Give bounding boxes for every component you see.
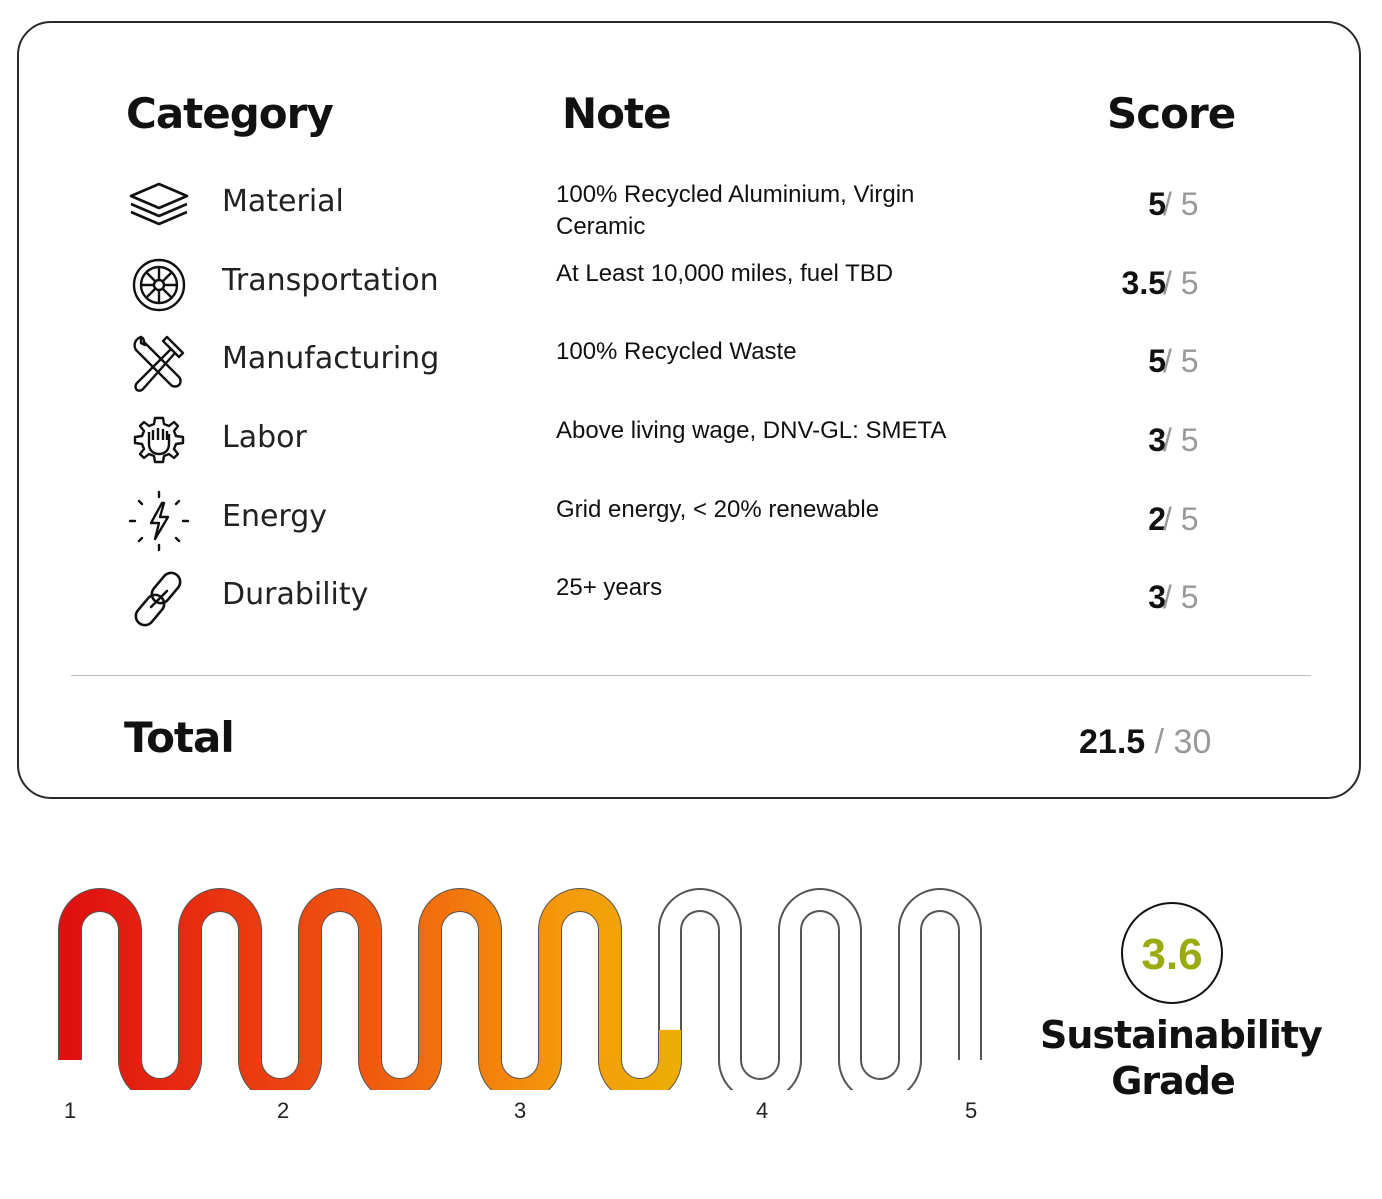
table-row xyxy=(19,569,1359,629)
gauge-track-outline xyxy=(70,900,970,1090)
grade-badge xyxy=(1121,902,1223,1004)
grade-value: 3.6 xyxy=(1141,930,1203,979)
gauge-tick: 1 xyxy=(64,1098,77,1123)
score-value: 2 xyxy=(1148,501,1166,537)
note-text: Above living wage, DNV-GL: SMETA xyxy=(556,417,947,444)
score-value: 5 xyxy=(1148,186,1166,222)
header-category: Category xyxy=(126,89,333,138)
tire-icon xyxy=(127,253,191,317)
note-text: At Least 10,000 miles, fuel TBD xyxy=(556,260,894,287)
gauge-tick: 2 xyxy=(277,1098,290,1123)
total-score: 21.5 xyxy=(1079,723,1146,761)
sustainability-gauge xyxy=(40,880,1000,1090)
category-label: Energy xyxy=(222,499,328,534)
score-max: / 5 xyxy=(1163,422,1199,458)
table-row xyxy=(19,491,1359,551)
score-max: / 5 xyxy=(1163,186,1199,222)
wrench-hammer-icon xyxy=(127,331,191,395)
note-text: 25+ years xyxy=(556,574,663,601)
total-value xyxy=(1079,723,1211,762)
table-row xyxy=(19,412,1359,472)
gauge-tick: 5 xyxy=(965,1098,978,1123)
category-label: Material xyxy=(222,184,344,219)
category-label: Labor xyxy=(222,420,307,455)
table-row xyxy=(19,333,1359,393)
score-value: 5 xyxy=(1148,343,1166,379)
lightning-icon xyxy=(127,489,191,553)
gauge-fill xyxy=(70,900,970,1090)
score-max: / 5 xyxy=(1163,501,1199,537)
header-note: Note xyxy=(562,89,671,138)
fist-gear-icon xyxy=(127,410,191,474)
divider xyxy=(71,675,1311,676)
score-max: / 5 xyxy=(1163,579,1199,615)
score-value: 3 xyxy=(1148,579,1166,615)
grade-label-line1: Sustainability xyxy=(1040,1013,1322,1057)
grade-label xyxy=(1040,1012,1322,1104)
table-row xyxy=(19,255,1359,315)
table-row xyxy=(19,176,1359,240)
category-label: Manufacturing xyxy=(222,341,440,376)
chain-link-icon xyxy=(127,567,191,631)
header-score: Score xyxy=(1107,89,1236,138)
score-card xyxy=(17,21,1361,799)
total-max: / 30 xyxy=(1154,723,1212,761)
category-label: Durability xyxy=(222,577,369,612)
note-text: Grid energy, < 20% renewable xyxy=(556,496,880,523)
layers-icon xyxy=(127,174,191,238)
score-max: / 5 xyxy=(1163,265,1199,301)
category-label: Transportation xyxy=(222,263,439,298)
note-text: 100% Recycled Waste xyxy=(556,338,797,365)
score-max: / 5 xyxy=(1163,343,1199,379)
score-value: 3.5 xyxy=(1121,265,1166,301)
gauge-tick: 4 xyxy=(756,1098,769,1123)
score-value: 3 xyxy=(1148,422,1166,458)
gauge-tick: 3 xyxy=(514,1098,527,1123)
grade-label-line2: Grade xyxy=(1111,1059,1235,1103)
gauge-track xyxy=(70,900,970,1090)
total-label: Total xyxy=(124,713,234,762)
note-text: 100% Recycled Aluminium, Virgin Ceramic xyxy=(556,181,915,240)
